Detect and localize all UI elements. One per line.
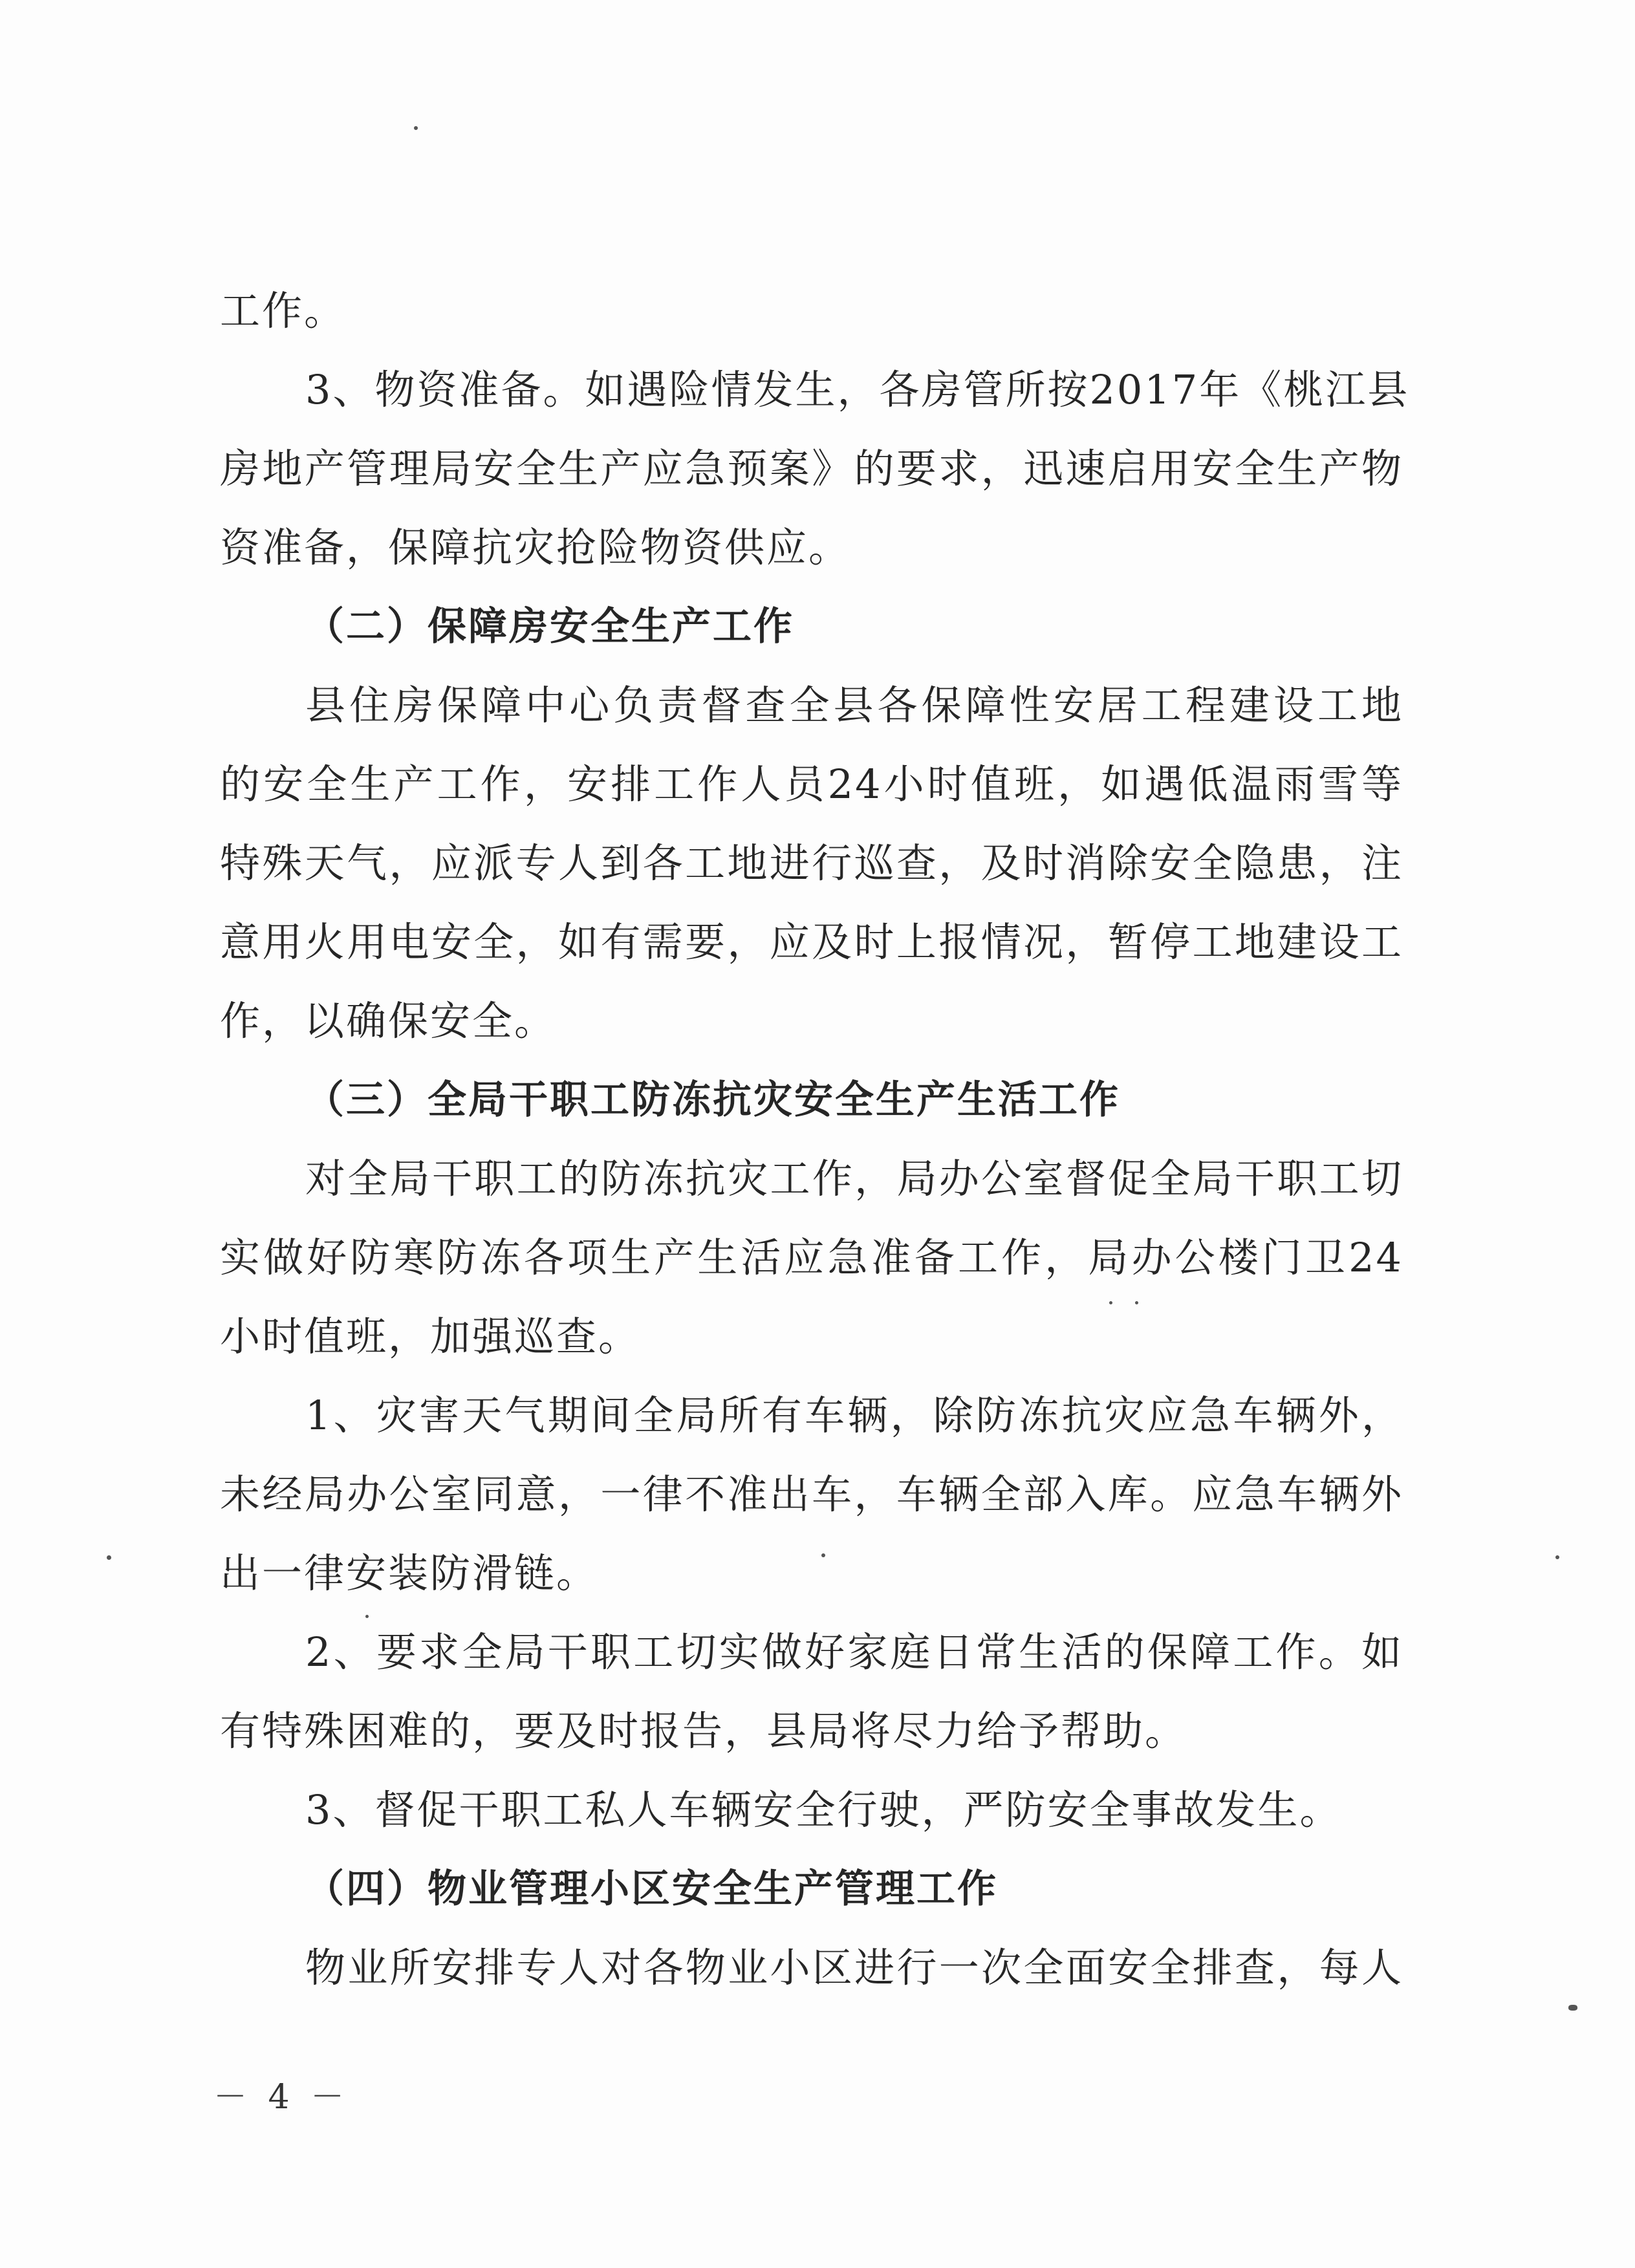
section-heading: （二）保障房安全生产工作 [305, 604, 794, 649]
section-heading: （三）全局干职工防冻抗灾安全生产生活工作 [305, 1077, 1120, 1123]
body-line: 物业所安排专人对各物业小区进行一次全面安全排查，每人 [305, 1944, 1403, 1991]
body-line: 出一律安装防滑链。 [220, 1550, 599, 1597]
scan-speck [1135, 1301, 1138, 1304]
body-line: 特殊天气，应派专人到各工地进行巡查，及时消除安全隐患，注 [220, 839, 1403, 887]
body-line: 1、灾害天气期间全局所有车辆，除防冻抗灾应急车辆外， [305, 1392, 1403, 1439]
body-line: 3、督促干职工私人车辆安全行驶，严防安全事故发生。 [305, 1786, 1342, 1833]
scan-speck [414, 126, 418, 130]
body-line: 3、物资准备。如遇险情发生，各房管所按2017年《桃江县 [305, 366, 1410, 413]
body-line: 小时值班，加强巡查。 [220, 1313, 641, 1360]
scan-speck [1109, 1301, 1112, 1304]
scan-speck [821, 1553, 825, 1557]
body-line: 有特殊困难的，要及时报告，县局将尽力给予帮助。 [220, 1707, 1187, 1755]
body-line: 2、要求全局干职工切实做好家庭日常生活的保障工作。如 [305, 1628, 1403, 1676]
scan-speck [1568, 2005, 1577, 2011]
scan-speck [365, 1615, 369, 1618]
scan-speck [1555, 1555, 1559, 1559]
body-line: 未经局办公室同意，一律不准出车，车辆全部入库。应急车辆外 [220, 1471, 1403, 1518]
body-line: 作，以确保安全。 [220, 997, 557, 1044]
body-line: 意用火用电安全，如有需要，应及时上报情况，暂停工地建设工 [220, 918, 1403, 966]
section-heading: （四）物业管理小区安全生产管理工作 [305, 1866, 998, 1912]
body-line: 资准备，保障抗灾抢险物资供应。 [220, 524, 851, 571]
body-line: 的安全生产工作，安排工作人员24小时值班，如遇低温雨雪等 [220, 761, 1403, 808]
body-line: 县住房保障中心负责督查全县各保障性安居工程建设工地 [305, 682, 1403, 729]
scan-speck [107, 1555, 111, 1560]
page-number: － 4 － [213, 2078, 350, 2117]
body-line: 对全局干职工的防冻抗灾工作，局办公室督促全局干职工切 [305, 1155, 1403, 1202]
body-line: 房地产管理局安全生产应急预案》的要求，迅速启用安全生产物 [220, 445, 1403, 492]
body-line: 实做好防寒防冻各项生产生活应急准备工作，局办公楼门卫24 [220, 1234, 1403, 1281]
document-body [220, 272, 1410, 2007]
body-line: 工作。 [220, 287, 347, 334]
